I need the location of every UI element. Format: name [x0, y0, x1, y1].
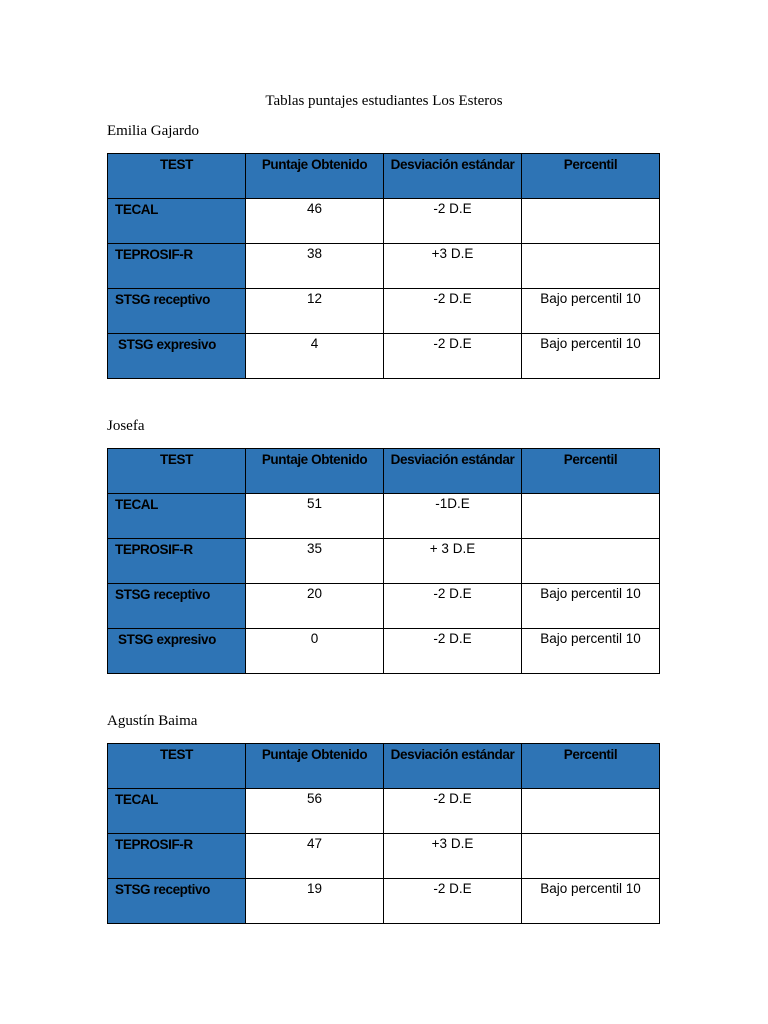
deviation-cell: -2 D.E [384, 199, 522, 244]
test-name-cell: STSG receptivo [108, 289, 246, 334]
table-header-row [108, 449, 660, 494]
score-table-emilia [107, 153, 660, 379]
deviation-cell: -2 D.E [384, 629, 522, 674]
test-name-cell: TECAL [108, 789, 246, 834]
percentile-cell: Bajo percentil 10 [522, 334, 660, 379]
test-name-cell: TEPROSIF-R [108, 244, 246, 289]
test-name-cell: TEPROSIF-R [108, 539, 246, 584]
header-percentile: Percentil [522, 449, 660, 494]
percentile-cell [522, 789, 660, 834]
score-cell: 4 [246, 334, 384, 379]
percentile-cell: Bajo percentil 10 [522, 584, 660, 629]
student-name-josefa: Josefa [107, 418, 145, 434]
header-deviation: Desviación estándar [384, 154, 522, 199]
score-cell: 47 [246, 834, 384, 879]
table-row [108, 244, 660, 289]
deviation-cell: +3 D.E [384, 244, 522, 289]
table-row [108, 629, 660, 674]
score-table-josefa [107, 448, 660, 674]
document-title: Tablas puntajes estudiantes Los Esteros [265, 93, 503, 109]
header-test: TEST [108, 154, 246, 199]
percentile-cell: Bajo percentil 10 [522, 289, 660, 334]
test-name-cell: STSG receptivo [108, 584, 246, 629]
score-cell: 51 [246, 494, 384, 539]
percentile-cell [522, 834, 660, 879]
header-percentile: Percentil [522, 154, 660, 199]
test-name-cell: TECAL [108, 494, 246, 539]
deviation-cell: -1D.E [384, 494, 522, 539]
table-header-row [108, 744, 660, 789]
student-name-agustin: Agustín Baima [107, 713, 198, 729]
percentile-cell [522, 539, 660, 584]
score-cell: 20 [246, 584, 384, 629]
deviation-cell: -2 D.E [384, 789, 522, 834]
deviation-cell: -2 D.E [384, 584, 522, 629]
percentile-cell [522, 244, 660, 289]
header-deviation: Desviación estándar [384, 744, 522, 789]
table-row [108, 834, 660, 879]
deviation-cell: -2 D.E [384, 334, 522, 379]
score-cell: 35 [246, 539, 384, 584]
percentile-cell: Bajo percentil 10 [522, 629, 660, 674]
percentile-cell [522, 494, 660, 539]
table-header-row [108, 154, 660, 199]
score-table-agustin [107, 743, 660, 924]
table-row [108, 789, 660, 834]
header-score: Puntaje Obtenido [246, 449, 384, 494]
score-cell: 0 [246, 629, 384, 674]
table-row [108, 539, 660, 584]
percentile-cell: Bajo percentil 10 [522, 879, 660, 924]
table-row [108, 289, 660, 334]
deviation-cell: +3 D.E [384, 834, 522, 879]
score-cell: 12 [246, 289, 384, 334]
header-test: TEST [108, 744, 246, 789]
table-row [108, 199, 660, 244]
table-row [108, 879, 660, 924]
header-deviation: Desviación estándar [384, 449, 522, 494]
test-name-cell: TEPROSIF-R [108, 834, 246, 879]
test-name-cell: STSG expresivo [108, 334, 246, 379]
deviation-cell: -2 D.E [384, 879, 522, 924]
table-row [108, 494, 660, 539]
header-percentile: Percentil [522, 744, 660, 789]
score-cell: 46 [246, 199, 384, 244]
test-name-cell: TECAL [108, 199, 246, 244]
percentile-cell [522, 199, 660, 244]
student-name-emilia: Emilia Gajardo [107, 123, 200, 139]
test-name-cell: STSG expresivo [108, 629, 246, 674]
test-name-cell: STSG receptivo [108, 879, 246, 924]
header-test: TEST [108, 449, 246, 494]
score-cell: 19 [246, 879, 384, 924]
score-cell: 38 [246, 244, 384, 289]
header-score: Puntaje Obtenido [246, 744, 384, 789]
score-cell: 56 [246, 789, 384, 834]
table-row [108, 334, 660, 379]
deviation-cell: + 3 D.E [384, 539, 522, 584]
table-row [108, 584, 660, 629]
deviation-cell: -2 D.E [384, 289, 522, 334]
header-score: Puntaje Obtenido [246, 154, 384, 199]
